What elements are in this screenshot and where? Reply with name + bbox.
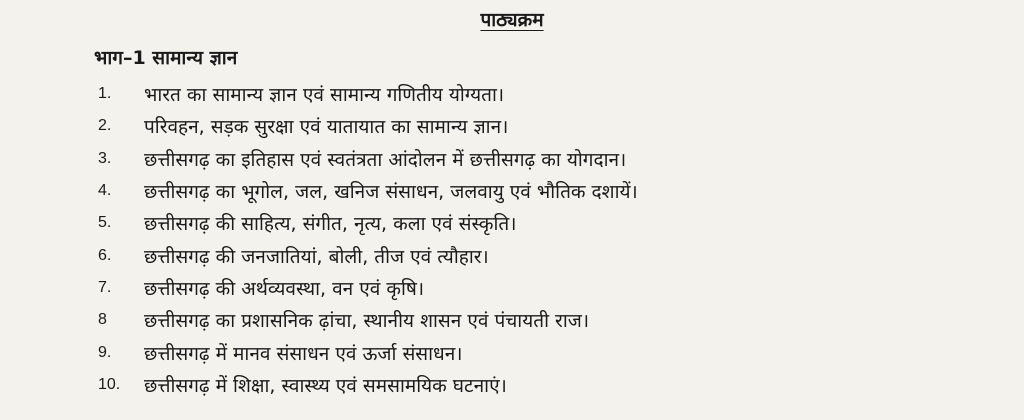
item-text: छत्तीसगढ़ का भूगोल, जल, खनिज संसाधन, जलवायु एवं भौतिक दशायें। [144,181,638,204]
item-number: 4. [98,182,112,200]
list-item [98,175,638,207]
item-text: भारत का सामान्य ज्ञान एवं सामान्य गणितीय योग्यता। [144,84,505,107]
item-text: छत्तीसगढ़ में शिक्षा, स्वास्थ्य एवं समसामयिक घटनाएं। [144,374,507,397]
item-text: छत्तीसगढ़ की अर्थव्यवस्था, वन एवं कृषि। [144,277,425,300]
list-item [98,78,638,110]
syllabus-list [98,78,638,401]
item-number: 2. [98,117,112,135]
list-item [98,369,638,401]
list-item [98,272,638,304]
page-title: पाठ्यक्रम [480,9,544,31]
item-text: छत्तीसगढ़ का प्रशासनिक ढ़ांचा, स्थानीय शासन एवं पंचायती राज। [144,310,590,333]
section-heading: भाग–1 सामान्य ज्ञान [94,47,238,69]
item-number: 5. [98,214,112,232]
list-item [98,143,638,175]
list-item [98,110,638,142]
item-number: 10. [98,375,121,393]
item-text: छत्तीसगढ़ का इतिहास एवं स्वतंत्रता आंदोलन में छत्तीसगढ़ का योगदान। [144,148,627,171]
item-text: परिवहन, सड़क सुरक्षा एवं यातायात का सामान्य ज्ञान। [144,116,509,139]
item-number: 6. [98,246,112,264]
item-number: 8 [98,311,107,329]
list-item [98,336,638,368]
item-number: 1. [98,85,112,103]
list-item [98,304,638,336]
item-text: छत्तीसगढ़ में मानव संसाधन एवं ऊर्जा संसाधन। [144,342,463,365]
item-text: छत्तीसगढ़ की जनजातियां, बोली, तीज एवं त्यौहार। [144,245,489,268]
item-text: छत्तीसगढ़ की साहित्य, संगीत, नृत्य, कला एवं संस्कृति। [144,213,517,236]
item-number: 3. [98,149,112,167]
list-item [98,207,638,239]
item-number: 9. [98,343,112,361]
item-number: 7. [98,278,112,296]
list-item [98,239,638,271]
